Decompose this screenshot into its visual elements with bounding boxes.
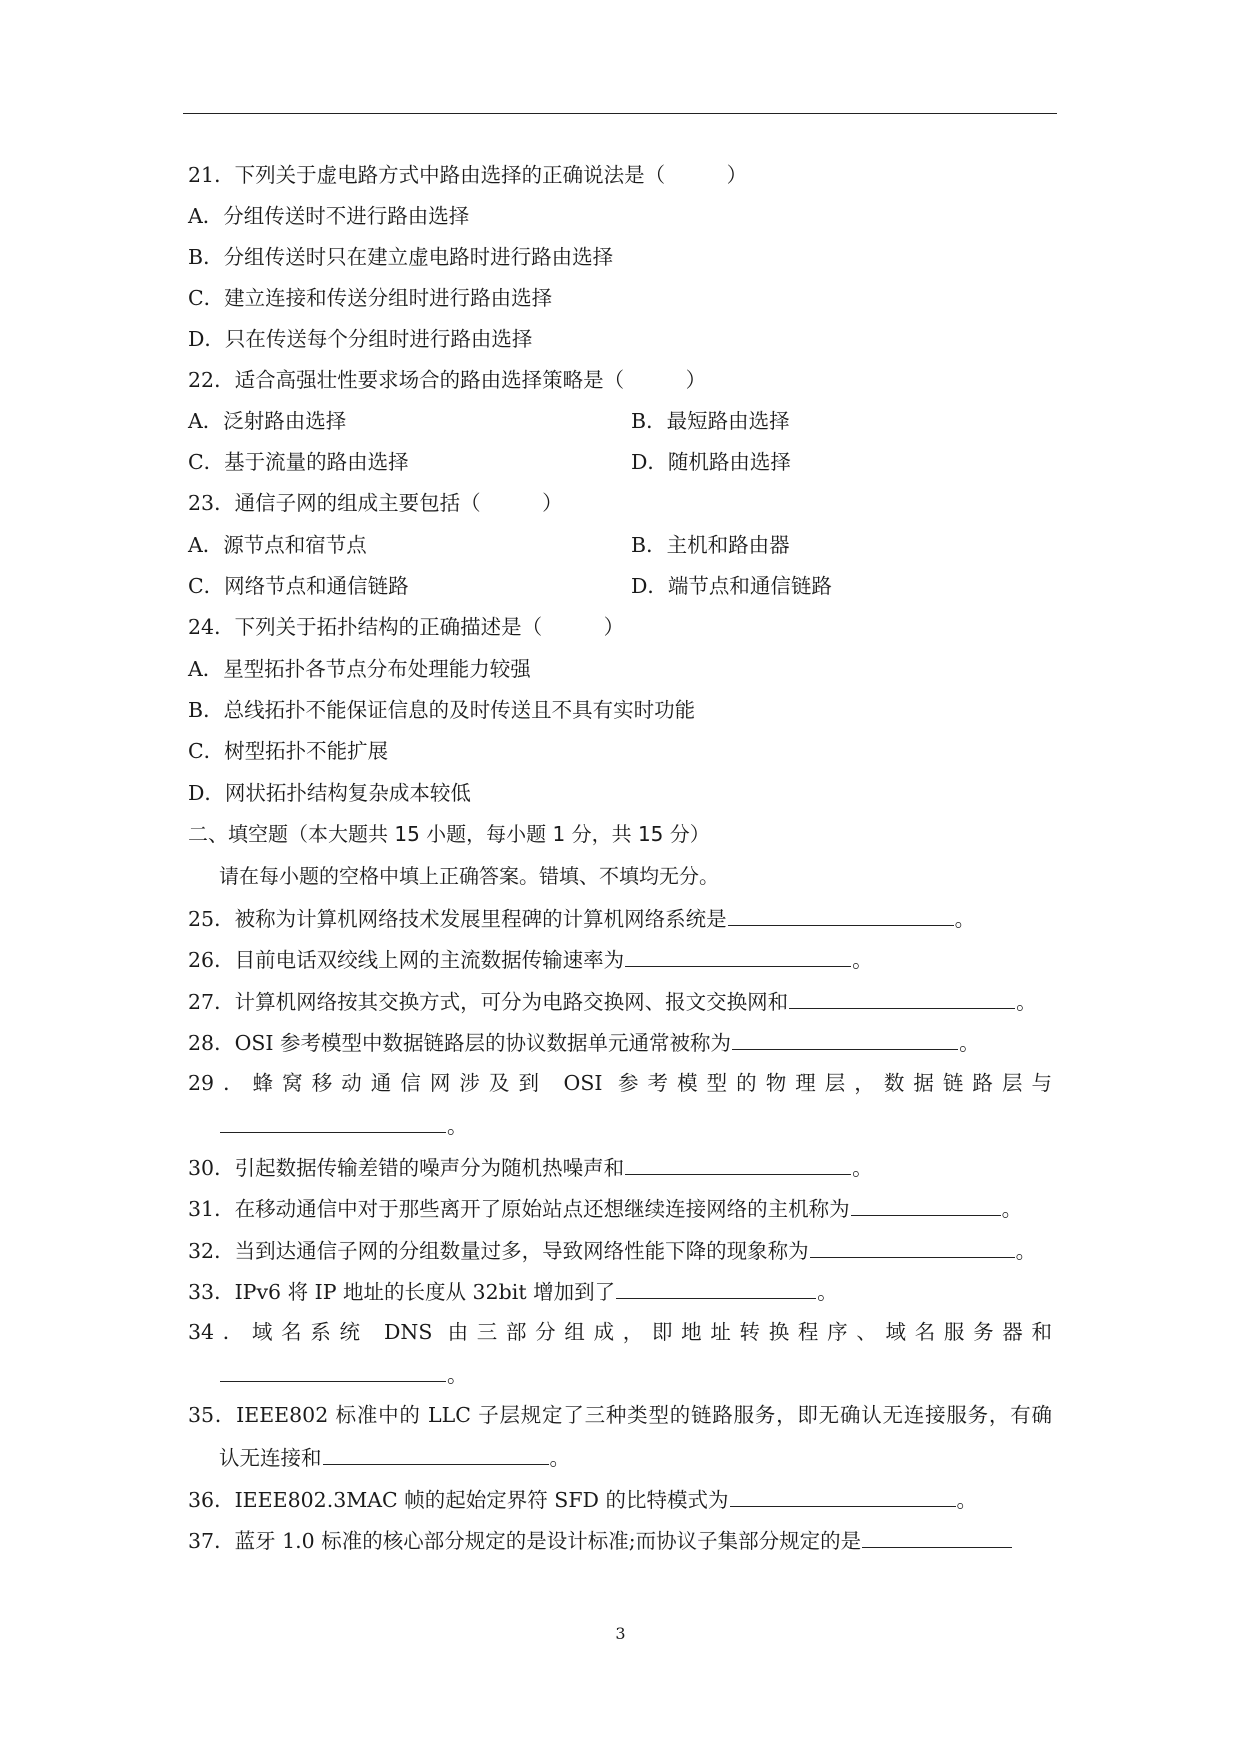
question-32 — [188, 1235, 1036, 1265]
question-25 — [188, 903, 975, 933]
question-24-option-c: C．树型拓扑不能扩展 — [188, 739, 389, 763]
answer-blank-26[interactable] — [625, 944, 851, 967]
period: 。 — [549, 1446, 570, 1470]
question-23-option-d: D．端节点和通信链路 — [631, 574, 832, 598]
question-22-option-a: A．泛射路由选择 — [188, 409, 347, 433]
question-37-text: 37．蓝牙 1.0 标准的核心部分规定的是设计标准;而协议子集部分规定的是 — [188, 1529, 862, 1553]
section-2-instruction: 请在每小题的空格中填上正确答案。错填、不填均无分。 — [219, 864, 719, 888]
question-23-option-a: A．源节点和宿节点 — [188, 533, 367, 557]
answer-blank-37[interactable] — [862, 1525, 1012, 1548]
period: 。 — [1015, 1239, 1037, 1263]
question-35-continuation — [219, 1442, 570, 1472]
period: 。 — [1016, 990, 1037, 1014]
question-36 — [188, 1484, 977, 1514]
question-22-option-d: D．随机路由选择 — [631, 450, 791, 474]
question-31-text: 31．在移动通信中对于那些离开了原始站点还想继续连接网络的主机称为 — [188, 1197, 850, 1221]
question-28 — [188, 1027, 980, 1057]
question-34-blank-line — [219, 1359, 468, 1389]
question-27 — [188, 986, 1037, 1016]
question-29-blank-line — [219, 1110, 468, 1140]
answer-blank-30[interactable] — [625, 1152, 851, 1175]
question-35-text: 35．IEEE802 标准中的 LLC 子层规定了三种类型的链路服务，即无确认无连接服务，有确 — [188, 1403, 1052, 1427]
header-rule — [183, 113, 1057, 114]
answer-blank-27[interactable] — [789, 986, 1015, 1009]
page-number: 3 — [615, 1624, 626, 1643]
period: 。 — [956, 1488, 977, 1512]
answer-blank-28[interactable] — [732, 1027, 958, 1050]
answer-blank-25[interactable] — [728, 903, 954, 926]
answer-blank-33[interactable] — [616, 1276, 816, 1299]
question-37 — [188, 1525, 1013, 1555]
question-33-text: 33．IPv6 将 IP 地址的长度从 32bit 增加到了 — [188, 1280, 616, 1304]
question-32-text: 32．当到达通信子网的分组数量过多，导致网络性能下降的现象称为 — [188, 1239, 809, 1263]
question-23-stem: 23．通信子网的组成主要包括（ ） — [188, 491, 563, 515]
question-21-option-b: B．分组传送时只在建立虚电路时进行路由选择 — [188, 245, 614, 269]
answer-blank-34[interactable] — [220, 1359, 446, 1382]
question-22-option-b: B．最短路由选择 — [631, 409, 790, 433]
section-2-title: 二、填空题（本大题共 15 小题，每小题 1 分，共 15 分） — [188, 822, 710, 846]
answer-blank-32[interactable] — [810, 1235, 1015, 1258]
period: 。 — [447, 1114, 468, 1138]
question-30-text: 30．引起数据传输差错的噪声分为随机热噪声和 — [188, 1156, 625, 1180]
question-24-option-b: B．总线拓扑不能保证信息的及时传送且不具有实时功能 — [188, 698, 696, 722]
period: 。 — [852, 948, 873, 972]
question-31 — [188, 1193, 1022, 1223]
question-22-stem: 22．适合高强壮性要求场合的路由选择策略是（ ） — [188, 368, 707, 392]
answer-blank-36[interactable] — [730, 1484, 956, 1507]
answer-blank-31[interactable] — [851, 1193, 1001, 1216]
question-26 — [188, 944, 873, 974]
question-24-option-a: A．星型拓扑各节点分布处理能力较强 — [188, 657, 531, 681]
question-21-option-a: A．分组传送时不进行路由选择 — [188, 204, 470, 228]
question-21-option-c: C．建立连接和传送分组时进行路由选择 — [188, 286, 553, 310]
question-28-text: 28．OSI 参考模型中数据链路层的协议数据单元通常被称为 — [188, 1031, 732, 1055]
question-36-text: 36．IEEE802.3MAC 帧的起始定界符 SFD 的比特模式为 — [188, 1488, 729, 1512]
period: 。 — [447, 1363, 468, 1387]
question-24-option-d: D．网状拓扑结构复杂成本较低 — [188, 781, 471, 805]
question-33 — [188, 1276, 838, 1306]
question-23-option-b: B．主机和路由器 — [631, 533, 790, 557]
question-23-option-c: C．网络节点和通信链路 — [188, 574, 409, 598]
period: 。 — [954, 907, 976, 931]
question-22-option-c: C．基于流量的路由选择 — [188, 450, 409, 474]
question-29-text: 29．蜂窝移动通信网涉及到 OSI 参考模型的物理层，数据链路层与 — [188, 1071, 1052, 1095]
answer-blank-29[interactable] — [220, 1110, 446, 1133]
period: 。 — [959, 1031, 980, 1055]
question-21-option-d: D．只在传送每个分组时进行路由选择 — [188, 327, 533, 351]
question-27-text: 27．计算机网络按其交换方式，可分为电路交换网、报文交换网和 — [188, 990, 789, 1014]
period: 。 — [1001, 1197, 1023, 1221]
question-30 — [188, 1152, 873, 1182]
question-34-text: 34．域名系统 DNS 由三部分组成，即地址转换程序、域名服务器和 — [188, 1320, 1052, 1344]
question-26-text: 26．目前电话双绞线上网的主流数据传输速率为 — [188, 948, 625, 972]
period: 。 — [817, 1280, 838, 1304]
question-24-stem: 24．下列关于拓扑结构的正确描述是（ ） — [188, 615, 625, 639]
question-35-text-continued: 认无连接和 — [219, 1446, 322, 1470]
question-25-text: 25．被称为计算机网络技术发展里程碑的计算机网络系统是 — [188, 907, 727, 931]
period: 。 — [852, 1156, 873, 1180]
answer-blank-35[interactable] — [323, 1442, 549, 1465]
question-21-stem: 21．下列关于虚电路方式中路由选择的正确说法是（ ） — [188, 163, 748, 187]
